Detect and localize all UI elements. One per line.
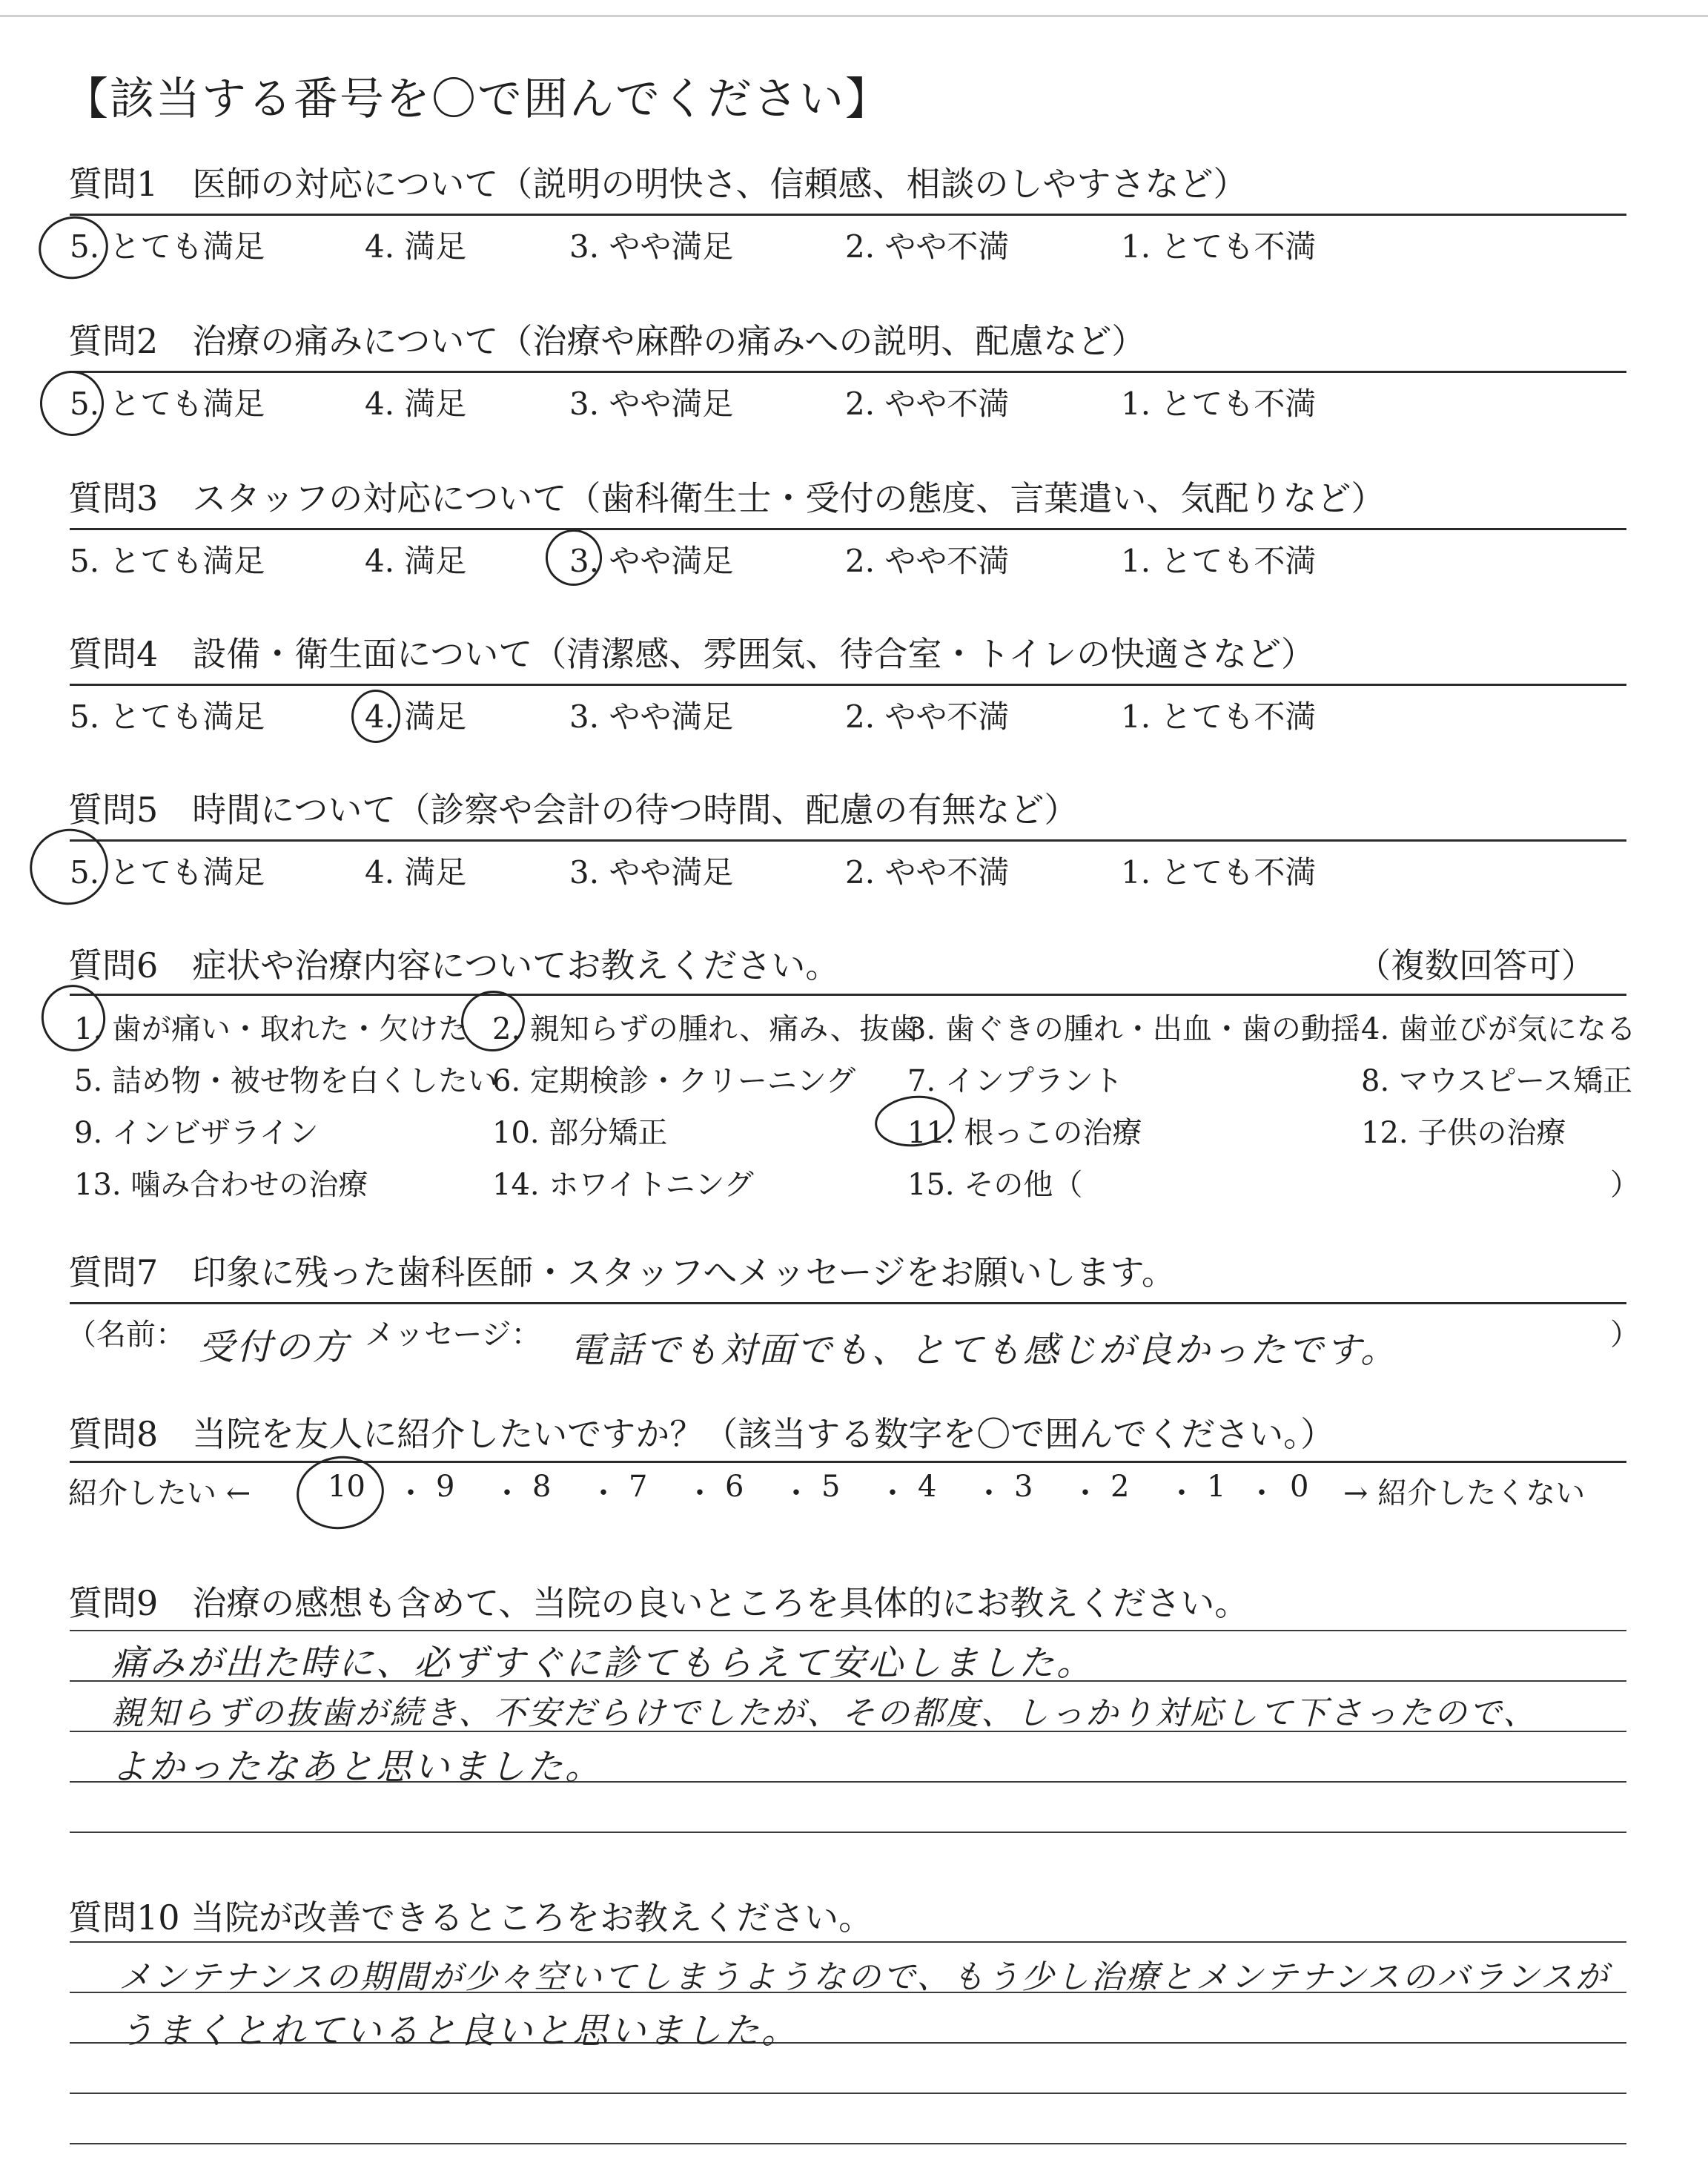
answer-line	[70, 1630, 1626, 1631]
divider	[70, 839, 1626, 842]
q4-option-4[interactable]: 4. 満足	[365, 698, 467, 735]
selection-circle	[351, 690, 400, 743]
answer-line	[70, 2093, 1626, 2094]
scale-dot: ・	[1247, 1476, 1277, 1510]
q6-option-8[interactable]: 8. マウスピース矯正	[1361, 1064, 1633, 1098]
scale-3[interactable]: 3	[1014, 1470, 1033, 1504]
divider	[70, 214, 1626, 216]
scale-dot: ・	[396, 1476, 426, 1510]
selection-circle	[33, 210, 113, 285]
scale-2[interactable]: 2	[1110, 1470, 1130, 1504]
q1-option-2[interactable]: 2. やや不満	[845, 228, 1010, 265]
question-2-title: 質問2 治療の痛みについて（治療や麻酔の痛みへの説明、配慮など）	[68, 321, 1146, 361]
question-4-title: 質問4 設備・衛生面について（清潔感、雰囲気、待合室・トイレの快適さなど）	[68, 634, 1316, 674]
q6-option-14[interactable]: 14. ホワイトニング	[492, 1168, 754, 1202]
selection-circle	[19, 818, 119, 916]
q6-option-6[interactable]: 6. 定期検診・クリーニング	[492, 1064, 856, 1098]
answer-line	[70, 2143, 1626, 2144]
q6-option-12[interactable]: 12. 子供の治療	[1361, 1116, 1566, 1150]
divider	[70, 994, 1626, 996]
q4-option-3[interactable]: 3. やや満足	[569, 698, 734, 735]
message-close: ）	[1610, 1318, 1640, 1352]
question-10-title: 質問10 当院が改善できるところをお教えください。	[68, 1898, 873, 1938]
q3-option-3[interactable]: 3. やや満足	[569, 543, 734, 579]
q6-option-9[interactable]: 9. インビザライン	[74, 1116, 319, 1150]
q1-option-4[interactable]: 4. 満足	[365, 228, 467, 265]
answer-handwritten-line[interactable]: 痛みが出た時に、必ずすぐに診てもらえて安心しました。	[111, 1642, 1095, 1684]
q2-option-4[interactable]: 4. 満足	[365, 386, 467, 422]
name-handwritten[interactable]: 受付の方	[199, 1327, 351, 1368]
message-label: メッセージ：	[365, 1318, 541, 1352]
scale-dot: ・	[1167, 1476, 1196, 1510]
scale-8[interactable]: 8	[532, 1470, 552, 1504]
scale-dot: ・	[1070, 1476, 1100, 1510]
q5-option-3[interactable]: 3. やや満足	[569, 854, 734, 891]
q5-option-4[interactable]: 4. 満足	[365, 854, 467, 891]
scale-dot: ・	[974, 1476, 1004, 1510]
q6-option-5[interactable]: 5. 詰め物・被せ物を白くしたい	[74, 1064, 497, 1098]
q6-option-15-close: ）	[1610, 1168, 1640, 1202]
scan-top-edge	[0, 15, 1708, 17]
q6-option-4[interactable]: 4. 歯並びが気になる	[1361, 1012, 1636, 1046]
scale-5[interactable]: 5	[821, 1470, 841, 1504]
scale-dot: ・	[589, 1476, 618, 1510]
page-header: 【該当する番号を〇で囲んでください】	[64, 73, 891, 125]
q3-option-5[interactable]: 5. とても満足	[70, 543, 265, 579]
q5-option-1[interactable]: 1. とても不満	[1121, 854, 1317, 891]
q6-option-7[interactable]: 7. インプラント	[907, 1064, 1123, 1098]
divider	[70, 528, 1626, 530]
q6-option-15[interactable]: 15. その他（	[907, 1168, 1083, 1202]
selection-circle	[36, 366, 107, 440]
scale-dot: ・	[685, 1476, 715, 1510]
question-5-title: 質問5 時間について（診察や会計の待つ時間、配慮の有無など）	[68, 790, 1079, 830]
name-label: （名前：	[67, 1318, 185, 1352]
scale-dot: ・	[492, 1476, 522, 1510]
selection-circle	[292, 1450, 388, 1534]
answer-handwritten-line[interactable]: よかったなあと思いました。	[111, 1746, 603, 1788]
scale-6[interactable]: 6	[725, 1470, 744, 1504]
answer-line	[70, 1941, 1626, 1943]
scale-7[interactable]: 7	[629, 1470, 648, 1504]
scale-10[interactable]: 10	[328, 1470, 365, 1504]
scale-left-label: 紹介したい ←	[68, 1476, 251, 1510]
q6-option-2[interactable]: 2. 親知らずの腫れ、痛み、抜歯	[492, 1012, 919, 1046]
scale-9[interactable]: 9	[436, 1470, 455, 1504]
q6-option-13[interactable]: 13. 噛み合わせの治療	[74, 1168, 368, 1202]
q6-option-3[interactable]: 3. 歯ぐきの腫れ・出血・歯の動揺	[907, 1012, 1360, 1046]
q4-option-1[interactable]: 1. とても不満	[1121, 698, 1317, 735]
q1-option-3[interactable]: 3. やや満足	[569, 228, 734, 265]
q4-option-2[interactable]: 2. やや不満	[845, 698, 1010, 735]
message-handwritten[interactable]: 電話でも対面でも、とても感じが良かったです。	[569, 1330, 1399, 1371]
scale-dot: ・	[781, 1476, 811, 1510]
q6-option-10[interactable]: 10. 部分矯正	[492, 1116, 668, 1150]
q5-option-2[interactable]: 2. やや不満	[845, 854, 1010, 891]
answer-handwritten-line[interactable]: メンテナンスの期間が少々空いてしまうようなので、もう少し治療とメンテナンスのバランスが	[119, 1958, 1610, 1996]
question-8-title: 質問8 当院を友人に紹介したいですか？（該当する数字を〇で囲んでください。）	[68, 1414, 1335, 1454]
question-6-note: （複数回答可）	[1357, 945, 1595, 985]
question-9-title: 質問9 治療の感想も含めて、当院の良いところを具体的にお教えください。	[68, 1583, 1249, 1623]
q1-option-5[interactable]: 5. とても満足	[70, 228, 265, 265]
q6-option-11[interactable]: 11. 根っこの治療	[907, 1116, 1142, 1150]
scale-1[interactable]: 1	[1207, 1470, 1226, 1504]
answer-line	[70, 1832, 1626, 1833]
q1-option-1[interactable]: 1. とても不満	[1121, 228, 1317, 265]
scale-4[interactable]: 4	[918, 1470, 937, 1504]
question-7-title: 質問7 印象に残った歯科医師・スタッフへメッセージをお願いします。	[68, 1252, 1176, 1292]
divider	[70, 1302, 1626, 1304]
question-3-title: 質問3 スタッフの対応について（歯科衛生士・受付の態度、言葉遣い、気配りなど）	[68, 478, 1386, 518]
q2-option-3[interactable]: 3. やや満足	[569, 386, 734, 422]
q3-option-4[interactable]: 4. 満足	[365, 543, 467, 579]
question-6-title: 質問6 症状や治療内容についてお教えください。	[68, 945, 840, 985]
scale-dot: ・	[878, 1476, 907, 1510]
q5-option-5[interactable]: 5. とても満足	[70, 854, 265, 891]
q4-option-5[interactable]: 5. とても満足	[70, 698, 265, 735]
scale-right-label: → 紹介したくない	[1343, 1476, 1586, 1510]
answer-handwritten-line[interactable]: 親知らずの抜歯が続き、不安だらけでしたが、その都度、しっかり対応して下さったので、	[111, 1694, 1538, 1732]
divider	[70, 1461, 1626, 1463]
q6-option-1[interactable]: 1. 歯が痛い・取れた・欠けた	[74, 1012, 468, 1046]
question-1-title: 質問1 医師の対応について（説明の明快さ、信頼感、相談のしやすさなど）	[68, 164, 1248, 204]
q2-option-1[interactable]: 1. とても不満	[1121, 386, 1317, 422]
q3-option-1[interactable]: 1. とても不満	[1121, 543, 1317, 579]
divider	[70, 371, 1626, 373]
q2-option-2[interactable]: 2. やや不満	[845, 386, 1010, 422]
answer-handwritten-line[interactable]: うまくとれていると良いと思いました。	[119, 2010, 800, 2052]
divider	[70, 684, 1626, 686]
scale-0[interactable]: 0	[1290, 1470, 1309, 1504]
q2-option-5[interactable]: 5. とても満足	[70, 386, 265, 422]
q3-option-2[interactable]: 2. やや不満	[845, 543, 1010, 579]
